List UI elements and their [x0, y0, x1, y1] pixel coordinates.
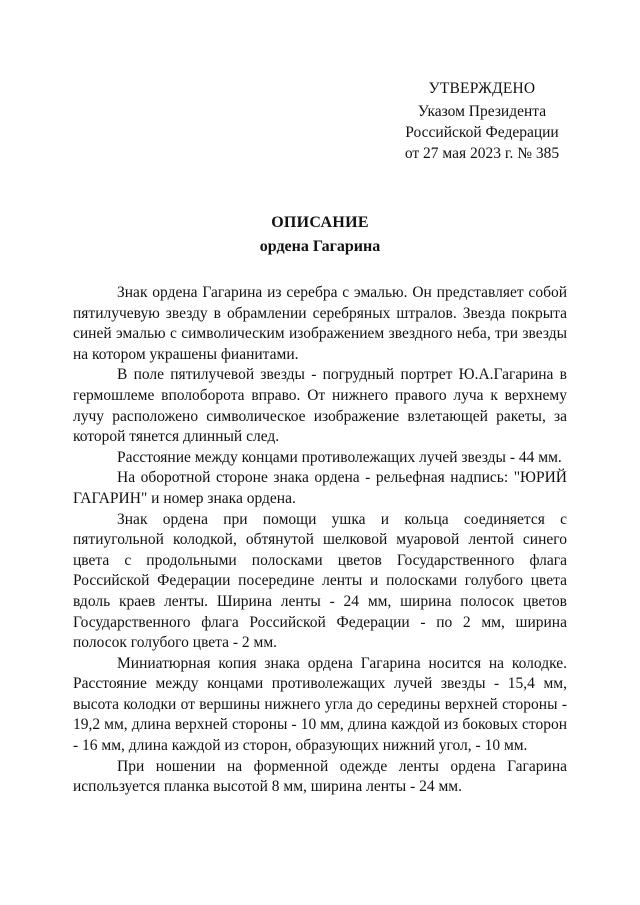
approval-stamp: УТВЕРЖДЕНО — [428, 80, 536, 97]
document-subtitle: ордена Гагарина — [259, 238, 381, 255]
document-title: ОПИСАНИЕ — [271, 214, 369, 231]
approval-line-1: Указом Президента — [417, 103, 547, 120]
paragraph-5: Знак ордена при помощи ушка и кольца соединяется с пятиугольной колодкой, обтянутой шелковой муаровой лентой синего цвета с продольными полосками цветов Государственного флага Российской Федерации посередине ленты и полосками голубого цвета вдоль краев ленты. Ширина ленты - 24 мм, ширина полосок цветов Государственного флага Российской Федерации - по 2 мм, ширина полосок голубого цвета - 2 мм. — [73, 510, 567, 652]
paragraph-1: Знак ордена Гагарина из серебра с эмалью. Он представляет собой пятилучевую звезду в обрамлении серебряных штралов. Звезда покрыта синей эмалью с символическим изображением звездного неба, три звезды на котором украшены фианитами. — [73, 284, 567, 363]
approval-line-2: Российской Федерации — [405, 124, 559, 141]
paragraph-7: При ношении на форменной одежде ленты ордена Гагарина используется планка высотой 8 мм, ширина ленты - 24 мм. — [73, 757, 567, 796]
approval-line-3: от 27 мая 2023 г. № 385 — [404, 145, 560, 162]
paragraph-3: Расстояние между концами противолежащих лучей звезды - 44 мм. — [117, 448, 562, 466]
paragraph-2: В поле пятилучевой звезды - погрудный портрет Ю.А.Гагарина в гермошлеме вполоборота вправо. От нижнего правого луча к верхнему лучу расположено символическое изображение взлетающей ракеты, за которой тянется длинный след. — [73, 366, 567, 446]
approval-block — [392, 78, 572, 164]
paragraph-6: Миниатюрная копия знака ордена Гагарина носится на колодке. Расстояние между концами противолежащих лучей звезды - 15,4 мм, высота колодки от вершины нижнего угла до середины верхней стороны - 19,2 мм, длина верхней стороны - 10 мм, длина каждой из боковых сторон - 16 мм, длина каждой из сторон, образующих нижний угол, - 10 мм. — [73, 654, 567, 755]
document-body — [73, 283, 567, 798]
paragraph-4: На оборотной стороне знака ордена - рельефная надпись: "ЮРИЙ ГАГАРИН" и номер знака ордена. — [73, 469, 567, 507]
